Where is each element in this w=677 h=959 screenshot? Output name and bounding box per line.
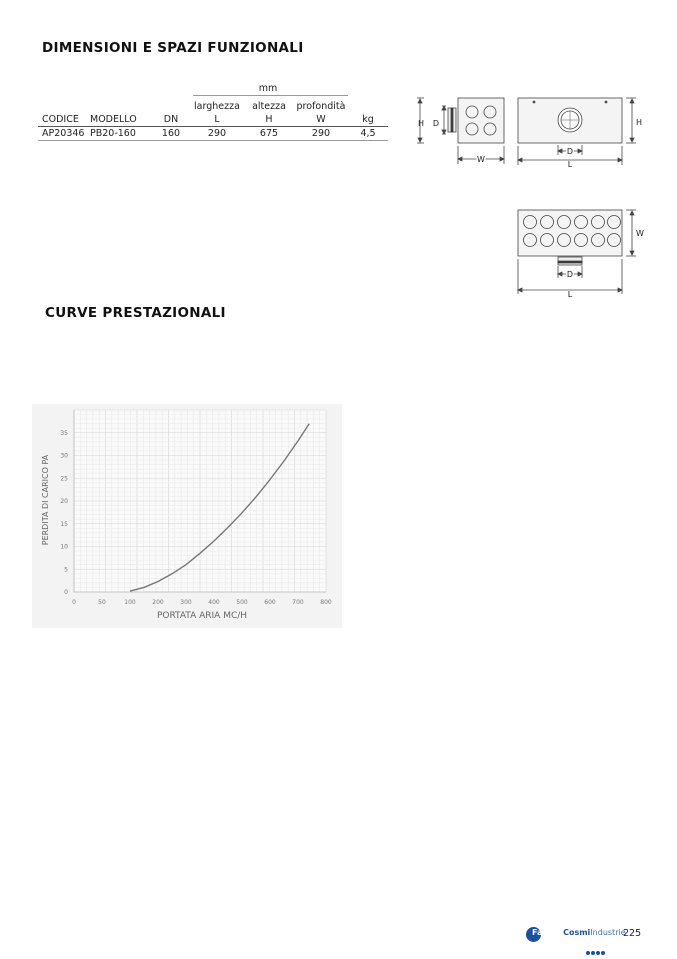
cell-w: 290 <box>311 128 331 139</box>
chart-grid <box>74 410 326 592</box>
y-tick-label: 0 <box>64 589 68 596</box>
col-modello: MODELLO <box>90 114 137 125</box>
col-codice: CODICE <box>42 114 79 125</box>
top-l-label: L <box>567 290 573 298</box>
chart-x-label: PORTATA ARIA MC/H <box>156 611 248 621</box>
logo-part3: Industrie <box>590 928 626 937</box>
col-l-symbol: L <box>214 114 220 125</box>
chart-y-label: PERDITA DI CARICO PA <box>41 454 50 546</box>
x-tick-label: 800 <box>320 599 332 606</box>
x-tick-label: 400 <box>208 599 220 606</box>
col-altezza: altezza <box>252 101 286 112</box>
top-d-label: D <box>566 270 574 279</box>
x-tick-label: 100 <box>124 599 136 606</box>
side-h-label: H <box>417 119 425 128</box>
y-tick-label: 25 <box>60 475 68 483</box>
front-h-label: H <box>636 118 643 127</box>
front-view-drawing <box>512 92 647 170</box>
x-tick-label: 500 <box>236 599 248 606</box>
y-tick-label: 30 <box>60 452 68 460</box>
y-tick-label: 5 <box>64 566 68 574</box>
cell-h: 675 <box>259 128 279 139</box>
col-h-symbol: H <box>265 114 273 125</box>
col-profondita: profondità <box>296 101 346 112</box>
section-title-curves: CURVE PRESTAZIONALI <box>45 305 226 321</box>
col-kg: kg <box>362 114 374 125</box>
top-view-drawing <box>512 204 647 298</box>
front-l-label: L <box>567 160 573 169</box>
x-tick-label: 200 <box>152 599 164 606</box>
logo-text <box>532 928 626 937</box>
y-tick-label: 10 <box>60 543 68 551</box>
side-view-drawing <box>412 92 512 170</box>
col-larghezza: larghezza <box>194 101 240 112</box>
col-w-symbol: W <box>316 114 326 125</box>
side-d-label: D <box>432 119 440 128</box>
dimensions-table <box>38 82 388 142</box>
cell-kg: 4,5 <box>360 128 376 139</box>
cell-dn: 160 <box>161 128 181 139</box>
table-group-header-mm: mm <box>258 83 278 94</box>
x-tick-label: 700 <box>292 599 304 606</box>
table-group-divider <box>193 95 348 96</box>
side-w-label: W <box>477 155 485 164</box>
table-header-divider <box>38 126 388 127</box>
y-tick-label: 35 <box>60 429 68 437</box>
y-tick-label: 15 <box>60 520 68 528</box>
logo-part2: Cosmi <box>563 928 591 937</box>
page-number: 225 <box>623 928 642 939</box>
cell-modello: PB20-160 <box>90 128 136 139</box>
x-tick-label: 0 <box>72 599 76 606</box>
cell-codice: AP20346 <box>42 128 85 139</box>
cell-l: 290 <box>207 128 227 139</box>
col-dn: DN <box>163 114 179 125</box>
company-logo <box>526 926 626 948</box>
section-title-dimensions: DIMENSIONI E SPAZI FUNZIONALI <box>42 40 304 56</box>
x-tick-label: 600 <box>264 599 276 606</box>
x-tick-label: 50 <box>98 599 106 606</box>
logo-dots-icon <box>586 940 606 959</box>
x-tick-label: 300 <box>180 599 192 606</box>
top-w-label: W <box>636 229 644 238</box>
front-d-label: D <box>566 147 574 156</box>
logo-part1: Fantini <box>532 928 564 937</box>
table-bottom-divider <box>38 140 388 141</box>
y-tick-label: 20 <box>60 498 68 505</box>
pressure-loss-chart <box>32 404 342 628</box>
